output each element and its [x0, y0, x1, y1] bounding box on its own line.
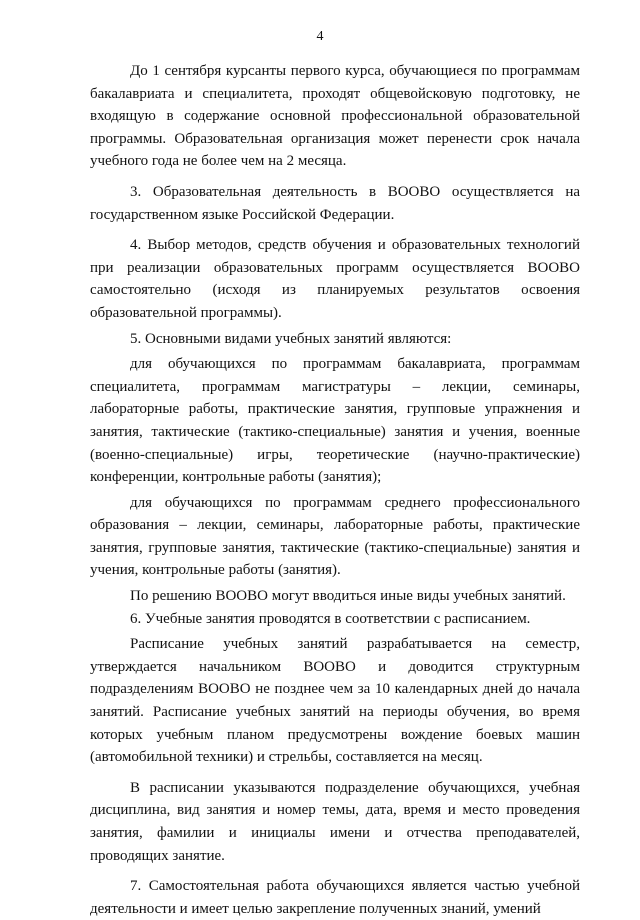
paragraph-item-5-lesson-types: 5. Основными видами учебных занятий являются:: [130, 330, 452, 347]
paragraph-item-4-methods: 4. Выбор методов, средств обучения и образовательных технологий при реализации образовательных программ осуществляется ВООВО самостоятельно (исходя из планируемых результатов освоения образовательной программы).: [90, 237, 580, 321]
paragraph-item-6-schedule: 6. Учебные занятия проводятся в соответствии с расписанием.: [130, 610, 531, 627]
paragraph-item-7-self-study: 7. Самостоятельная работа обучающихся является частью учебной деятельности и имеет целью закрепление полученных знаний, умений: [90, 878, 580, 917]
paragraph-higher-education-types: для обучающихся по программам бакалавриата, программам специалитета, программам магистратуры – лекции, семинары, лабораторные работы, практические занятия, групповые упражнения и занятия, тактические (тактико-специальные) занятия и учения, военные (военно-специальные) игры, теоретические (научно-практические) конференции, контрольные работы (занятия);: [90, 356, 580, 486]
paragraph-schedule-contents: В расписании указываются подразделение обучающихся, учебная дисциплина, вид занятия и номер темы, дата, время и место проведения занятия, фамилии и инициалы имени и отчества преподавателей, проводящих занятие.: [90, 779, 580, 864]
paragraph-other-types: По решению ВООВО могут вводиться иные виды учебных занятий.: [130, 588, 566, 605]
page-number: 4: [316, 29, 324, 44]
paragraph-item-3-language: 3. Образовательная деятельность в ВООВО осуществляется на государственном языке Российской Федерации.: [90, 183, 580, 223]
paragraph-schedule-details: Расписание учебных занятий разрабатывается на семестр, утверждается начальником ВООВО и доводится структурным подразделениям ВООВО не позднее чем за 10 календарных дней до начала занятий. Расписание учебных занятий на периоды обучения, во время которых учебным планом предусмотрены вождение боевых машин (автомобильной техники) и стрельбы, составляется на месяц.: [90, 636, 580, 766]
paragraph-secondary-education-types: для обучающихся по программам среднего профессионального образования – лекции, семинары, лабораторные работы, практические занятия, групповые занятия, тактические (тактико-специальные) занятия и учения, контрольные работы (занятия).: [90, 494, 580, 579]
document-body: [90, 60, 580, 920]
paragraph-curriculum-start: До 1 сентября курсанты первого курса, обучающиеся по программам бакалавриата и специалитета, проходят общевойсковую подготовку, не входящую в содержание основной профессиональной образовательной программы. Образовательная организация может перенести срок начала учебного года не более чем на 2 месяца.: [90, 63, 580, 170]
